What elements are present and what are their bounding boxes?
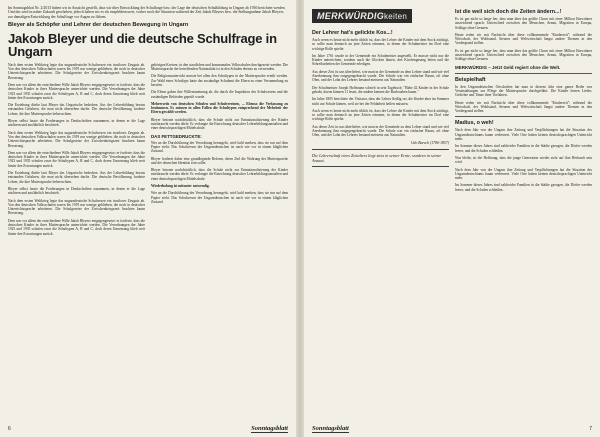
banner-main: MERKWÜRDIG xyxy=(317,11,384,21)
body-paragraph: Dem war vor allem der entschiedene Wille Jakob Bleyers entgegengesetzt: er forderte, dass die deutschen Kinder in ihrer Muttersprache unterrichtet werden. Die Verordnungen der Jahre 1923 und 1935 schufen zwar die Schultypen A, B und C, doch deren Umsetzung blieb weit hinter den Erwartungen zurück. xyxy=(8,83,145,100)
divider xyxy=(455,73,592,74)
left-column-1 xyxy=(8,63,145,437)
body-paragraph: Im Jahre 1805 berichtete der Visitator, dass der Lehrer fleißig sei, die Kinder aber im Sommer nicht zur Schule kämen, weil sie bei der Feldarbeit helfen müssten. xyxy=(312,97,449,106)
body-paragraph: Heute reden wir mit Nachsicht über diese vollkommende "Kinderzeit": während die Wirtschaft, der Wohlstand, Steuern und Weltwirtschaft längst andere Themen in den Vordergrund stellen. xyxy=(455,100,592,114)
body-paragraph: Wer an die Durchführung der Verordnung herangeht, wird bald merken, dass sie nur auf dem Papier steht. Das Schulwesen der Ungarndeutschen ist nach wie vor in einem kläglichen Zustand. xyxy=(151,191,288,204)
page-gutter xyxy=(296,0,304,437)
page-number: 7 xyxy=(589,426,592,432)
body-paragraph: Im Sommer dieses Jahres sind zahlreiche Familien in die Städte gezogen, die Dörfer werden leerer, und die Schulen schließen. xyxy=(455,144,592,153)
body-paragraph: Im Jahre 1761 wurde in der Gemeinde ein Schulmeister angestellt. Er musste nicht nur die Kinder unterrichten, sondern auch die Glocken läuten, den Kirchengesang leiten und die Schreibarbeiten der Gemeinde erledigen. xyxy=(312,53,449,67)
left-column-2 xyxy=(151,63,288,437)
left-page xyxy=(0,0,296,437)
body-paragraph: Heute reden wir mit Nachsicht über diese vollkommende "Kinderzeit": während die Wirtschaft, der Wohlstand, Steuern und Weltwirtschaft längst andere Themen in den Vordergrund stellen. xyxy=(455,32,592,46)
intro-paragraph: Im Sonntagsblatt Nr. 2/2013 haben wir in Aussicht gestellt, dass wir über Entwicklung der Schulfrage bzw. der Lage der deutschen Schulbildung in Ungarn ab 1936 berichten werden. Und das wird in naher Zukunft geschehen, jedoch haben wir es als empfehlenswert, vorher noch die Situation während der Zeit Jakob Bleyers bzw. die Stellungnahme Jakob Bleyers zur damaligen Entwicklung der Schulfrage vor Augen zu führen. xyxy=(8,6,286,19)
bold-paragraph: Mehrerseits von deutschen Schulen und Schulvereinen, ... Ebenso die Verfassung zu bestimmen. Es müssen in allen Fällen die Schultypen entsprechend der Mehrheit der Eltern gewählt werden. xyxy=(151,101,288,115)
body-paragraph: Auch wenn es heute nicht mehr üblich ist, dass der Lehrer die Kinder mit dem Stock züchtigt, so sollte man dennoch an jene Zeiten erinnern, in denen der Schulmeister im Dorf eine wichtige Rolle spielte. xyxy=(312,38,449,51)
body-paragraph: Die Eltern gaben ihre Willensmeinung ab, die durch die Inspektion des Schulwesens und die zuständigen Behörden geprüft wurde. xyxy=(151,90,288,99)
banner-suffix: keiten xyxy=(384,12,408,21)
body-paragraph: Bleyer betonte nachdrücklich, dass die Schule nicht zur Entnationalisierung der Kinder missbraucht werden dürfe. Er verlangte die Einrichtung deutscher Lehrerbildungsanstalten und einer deutschsprachigen Mittelschule. xyxy=(151,117,288,131)
body-paragraph: Dem war vor allem der entschiedene Wille Jakob Bleyers entgegengesetzt: er forderte, dass die deutschen Kinder in ihrer Muttersprache unterrichtet werden. Die Verordnungen der Jahre 1923 und 1935 schufen zwar die Schultypen A, B und C, doch deren Umsetzung blieb weit hinter den Erwartungen zurück. xyxy=(8,218,145,236)
body-paragraph: Es ist gar nicht so lange her, dass man über das größte Chaos mit einer Million Einwohner ausreichend sprach: Unterschied zwischen den Menschen, Armut, Migration in Europa, Schlüge ohne Grenzen. xyxy=(455,17,592,30)
body-paragraph: Nach dem Jahr von der Ungarn ihre Zeitung und Verpflichtungen hat die Situation des Ungarndeutschtums kaum verbessert. Viele Orte haben keinen deutschsprachigen Unterricht mehr. xyxy=(455,167,592,181)
article-title: Ist die weil sich doch die Zeiten ändern...! xyxy=(455,9,562,15)
body-paragraph: Auch wenn es heute nicht mehr üblich ist, dass der Lehrer die Kinder mit dem Stock züchtigt, so sollte man dennoch an jene Zeiten erinnern, in denen der Schulmeister im Dorf eine wichtige Rolle spielte. xyxy=(312,108,449,122)
right-column-1 xyxy=(312,6,449,424)
article-title: Der Lehrer hat's gelickte Kos...! xyxy=(312,30,393,36)
body-paragraph: Der Schulmeister Joseph Hoffmann schrieb in sein Tagebuch: "Habe 42 Kinder in der Schule gehabt, davon können 11 lesen, die andern kennen die Buchstaben kaum." xyxy=(312,85,449,94)
body-paragraph: Nach dem ersten Weltkrieg legte das ungarndeutsche Schulwesen ein trostloses Zeugnis ab. Von den deutschen Volksschulen waren bis 1919 nur wenige geblieben, die noch in deutscher Unterrichtssprache arbeiteten. Die Schulgesetze der Zwischenkriegszeit brachten kaum Besserung. xyxy=(8,62,145,80)
article-headline: Jakob Bleyer und die deutsche Schulfrage in Ungarn xyxy=(8,30,277,60)
body-paragraph: Dem war vor allem der entschiedene Wille Jakob Bleyers entgegengesetzt: er forderte, dass die deutschen Kinder in ihrer Muttersprache unterrichtet werden. Die Verordnungen der Jahre 1923 und 1935 schufen zwar die Schultypen A, B und C, doch deren Umsetzung blieb weit hinter den Erwartungen zurück. xyxy=(8,150,145,168)
publication-logo: Sonntagsblatt xyxy=(312,425,349,432)
body-paragraph: Es ist gar nicht so lange her, dass man über das größte Chaos mit einer Million Einwohner ausreichend sprach: Unterschied zwischen den Menschen, Armut, Migration in Europa, Schlüge ohne Grenzen. xyxy=(455,48,592,62)
right-footer xyxy=(312,425,592,433)
body-paragraph: In den Ungarndeutschen Ortschaften hat man in diesem Jahr eine ganze Reihe von Veranstaltungen zur Pflege der Muttersprache durchgeführt. Die Kinder lernen Lieder, Gedichte und Tänze ihrer Vorfahren. xyxy=(455,84,592,98)
body-paragraph: Nach dem ersten Weltkrieg legte das ungarndeutsche Schulwesen ein trostloses Zeugnis ab. Von den deutschen Volksschulen waren bis 1919 nur wenige geblieben, die noch in deutscher Unterrichtssprache arbeiteten. Die Schulgesetze der Zwischenkriegszeit brachten kaum Besserung. xyxy=(8,198,145,216)
article-title: Beispielhaft xyxy=(455,76,486,83)
body-paragraph: Bleyer betonte nachdrücklich, dass die Schule nicht zur Entnationalisierung der Kinder missbraucht werden dürfe. Er verlangte die Einrichtung deutscher Lehrerbildungsanstalten und einer deutschsprachigen Mittelschule. xyxy=(151,168,288,181)
left-footer xyxy=(8,425,288,433)
body-paragraph: gehörigen Kreisen, in den staatlichen und kommunalen Volksschulen durchgesetzt werden. Die Mutterssprache der betreffenden Nationalität ist in den Schulen ebenso zu verwenden. xyxy=(151,62,288,72)
section-banner xyxy=(312,9,412,23)
page-number: 6 xyxy=(8,426,11,432)
pull-quote: Die Lehrerschaft eines Zeitalters liegt stets in seiner Ernte, sondern in seiner Ansaat. xyxy=(312,149,449,167)
body-paragraph: Bleyer selbst fasste die Forderungen in Denkschriften zusammen, in denen er die Lage nüchtern und ausführlich beschrieb. xyxy=(8,119,145,128)
body-paragraph: Die Religionsunterricht musste bei allen den Schultypen in der Muttersprache erteilt werden. Zur Wahl eines Schultyps hatte das zuständige Schulamt die Eltern zu einer Versammlung zu berufen. xyxy=(151,74,288,87)
body-paragraph: Im Sommer dieses Jahres sind zahlreiche Familien in die Städte gezogen, die Dörfer werden leerer, und die Schulen schließen. xyxy=(455,183,592,192)
bold-paragraph: Wiederholung ist mitunter notwendig. xyxy=(151,184,210,189)
divider xyxy=(455,116,592,117)
article-title: Madius, o weh! xyxy=(455,120,494,127)
publication-logo: Sonntagsblatt xyxy=(251,425,288,432)
body-paragraph: Nach dem ersten Weltkrieg legte das ungarndeutsche Schulwesen ein trostloses Zeugnis ab. Von den deutschen Volksschulen waren bis 1919 nur wenige geblieben, die noch in deutscher Unterrichtssprache arbeiteten. Die Schulgesetze der Zwischenkriegszeit brachten kaum Besserung. xyxy=(8,130,145,148)
left-columns xyxy=(8,63,288,437)
body-paragraph: Wer an die Durchführung der Verordnung herangeht, wird bald merken, dass sie nur auf dem Papier steht. Das Schulwesen der Ungarndeutschen ist nach wie vor in einem kläglichen Zustand. xyxy=(151,140,288,154)
body-paragraph: Die Erziehung dürfte laut Bleyer das Ungarische bedrohen. Aus der Lehrerbildung heraus entstanden Gefahren, die man nicht übersehen durfte. Die deutsche Bevölkerung forderte Lehrer, die ihre Muttersprache beherrschten. xyxy=(8,103,145,116)
body-paragraph: Aus dieser Zeit ist uns überliefert, wie man in der Gemeinde zu dem Lehrer stand und wie viel Anerkennung ihm entgegengebracht wurde. Die Schule war ein einfacher Raum, oft ohne Ofen, und der Lohn des Lehrers bestand meistens aus Naturalien. xyxy=(312,124,449,138)
right-page xyxy=(304,0,600,437)
body-paragraph: Bleyer selbst fasste die Forderungen in Denkschriften zusammen, in denen er die Lage nüchtern und ausführlich beschrieb. xyxy=(8,186,145,196)
merkwuerdig-line: MERKWÜRDIG – Jetzt Geld regiert ohne die Welt. xyxy=(455,64,561,70)
right-columns xyxy=(312,6,592,424)
body-paragraph: Die Erziehung dürfte laut Bleyer das Ungarische bedrohen. Aus der Lehrerbildung heraus entstanden Gefahren, die man nicht übersehen durfte. Die deutsche Bevölkerung forderte Lehrer, die ihre Muttersprache beherrschten. xyxy=(8,171,145,184)
quote-signature: Udo Barsch (1786-1857) xyxy=(410,140,449,145)
body-paragraph: Was bleibt, ist die Hoffnung, dass die junge Generation wieder stolz auf ihre Herkunft sein wird. xyxy=(455,155,592,165)
section-subhead: DAS FETTGEDRUCKTE: xyxy=(151,133,202,139)
body-paragraph: Nach dem Jahr von der Ungarn ihre Zeitung und Verpflichtungen hat die Situation des Ungarndeutschtums kaum verbessert. Viele Orte haben keinen deutschsprachigen Unterricht mehr. xyxy=(455,128,592,142)
right-column-2 xyxy=(455,6,592,424)
article-kicker: Bleyer als Schöpfer und Lehrer der deutschen Bewegung in Ungarn xyxy=(8,22,189,29)
body-paragraph: Aus dieser Zeit ist uns überliefert, wie man in der Gemeinde zu dem Lehrer stand und wie viel Anerkennung ihm entgegengebracht wurde. Die Schule war ein einfacher Raum, oft ohne Ofen, und der Lohn des Lehrers bestand meistens aus Naturalien. xyxy=(312,69,449,83)
body-paragraph: Bleyer forderte daher eine grundlegende Reform, deren Ziel die Wahrung der Muttersprache und der deutschen Identität sein sollte. xyxy=(151,156,288,165)
